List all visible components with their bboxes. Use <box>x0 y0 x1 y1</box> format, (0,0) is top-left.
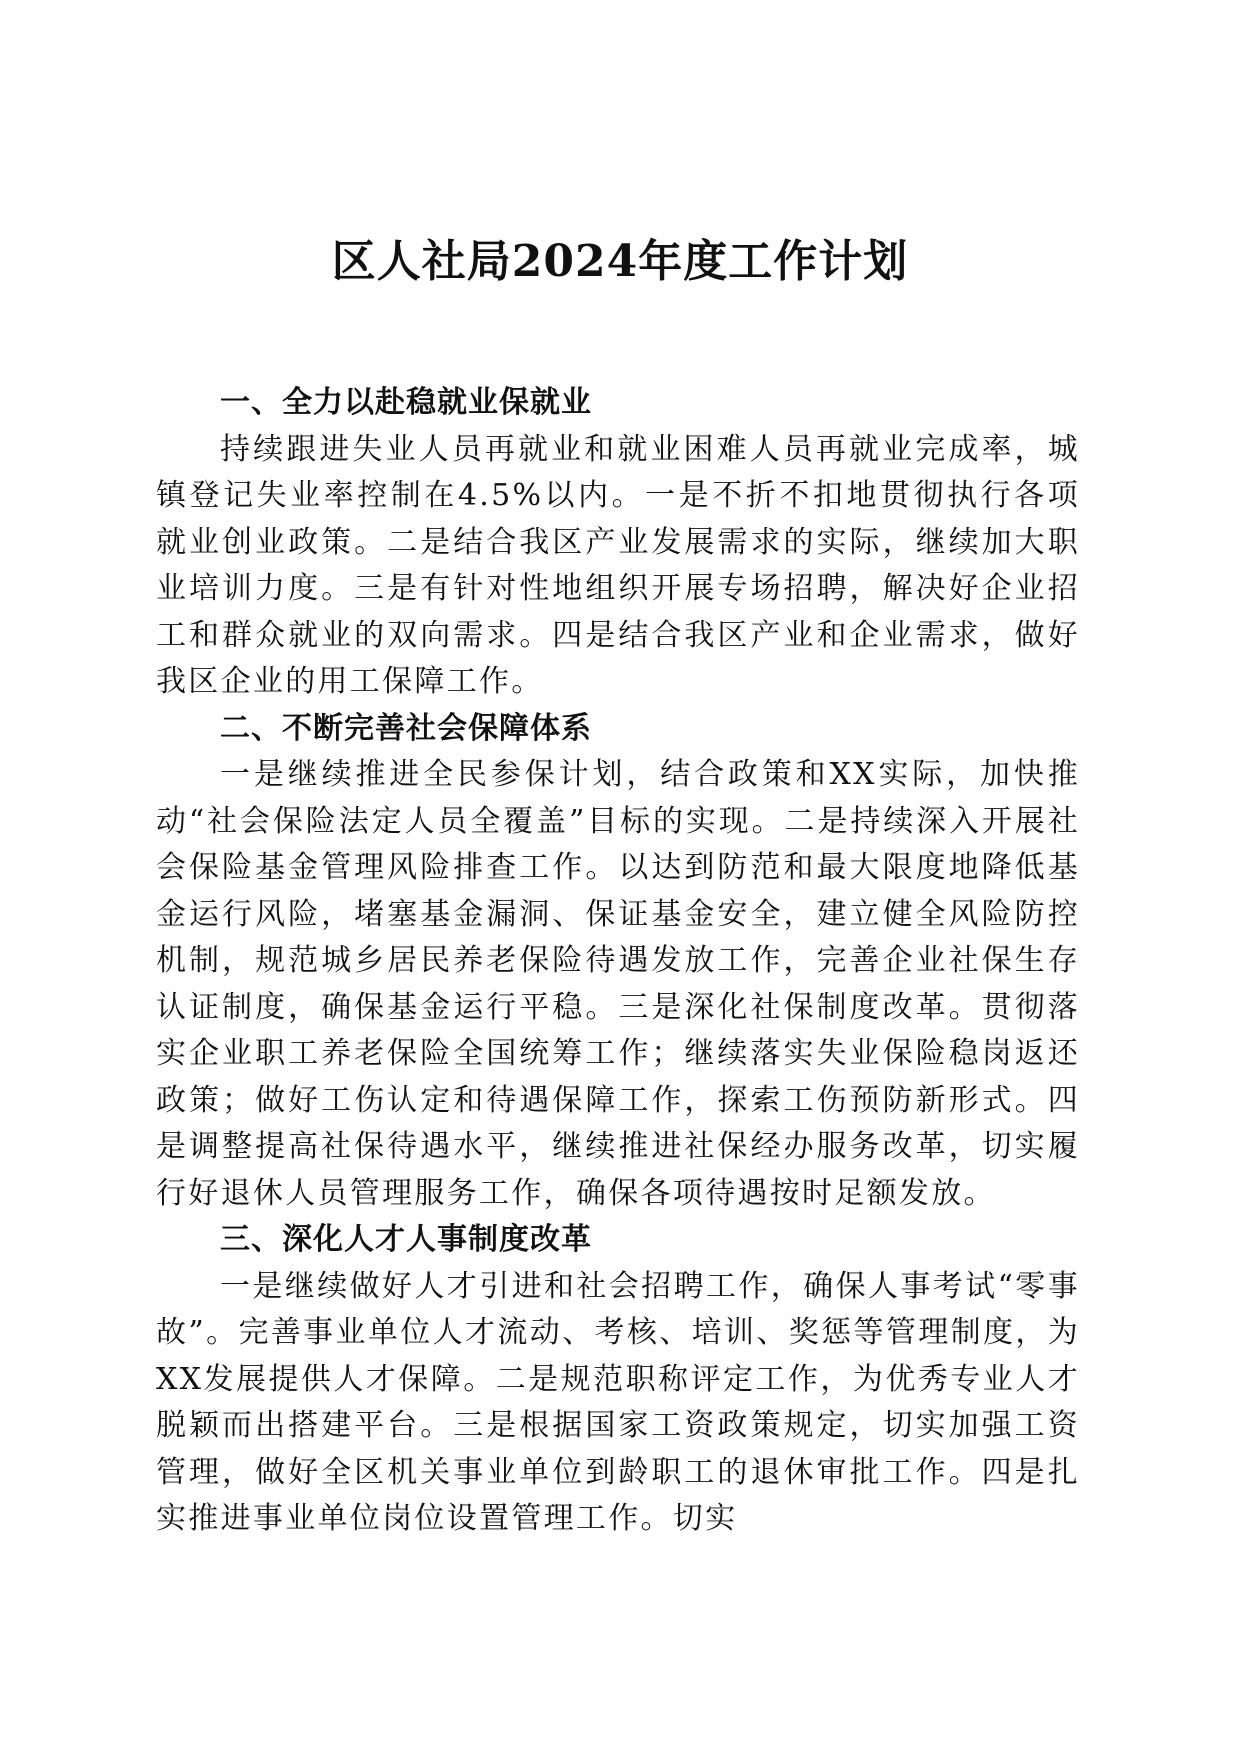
section-heading-3: 三、深化人才人事制度改革 <box>220 1222 592 1257</box>
section-paragraph-2: 一是继续推进全民参保计划，结合政策和XX实际，加快推动“社会保险法定人员全覆盖”目标的实现。二是持续深入开展社会保险基金管理风险排查工作。以达到防范和最大限度地降低基金运行风险，堵塞基金漏洞、保证基金安全，建立健全风险防控机制，规范城乡居民养老保险待遇发放工作，完善企业社保生存认证制度，确保基金运行平稳。三是深化社保制度改革。贯彻落实企业职工养老保险全国统筹工作；继续落实失业保险稳岗返还政策；做好工伤认定和待遇保障工作，探索工伤预防新形式。四是调整提高社保待遇水平，继续推进社保经办服务改革，切实履行好退休人员管理服务工作，确保各项待遇按时足额发放。 <box>156 757 1080 1211</box>
section-heading-1: 一、全力以赴稳就业保就业 <box>220 385 592 420</box>
document-title: 区人社局2024年度工作计划 <box>331 236 909 287</box>
section-paragraph-3: 一是继续做好人才引进和社会招聘工作，确保人事考试“零事故”。完善事业单位人才流动、考核、培训、奖惩等管理制度，为XX发展提供人才保障。二是规范职称评定工作，为优秀专业人才脱颖而出搭建平台。三是根据国家工资政策规定，切实加强工资管理，做好全区机关事业单位到龄职工的退休审批工作。四是扎实推进事业单位岗位设置管理工作。切实 <box>156 1268 1080 1536</box>
document-body <box>156 380 1080 1543</box>
section-heading-2: 二、不断完善社会保障体系 <box>220 710 592 746</box>
section-paragraph-1: 持续跟进失业人员再就业和就业困难人员再就业完成率，城镇登记失业率控制在4.5%以内。一是不折不扣地贯彻执行各项就业创业政策。二是结合我区产业发展需求的实际，继续加大职业培训力度。三是有针对性地组织开展专场招聘，解决好企业招工和群众就业的双向需求。四是结合我区产业和企业需求，做好我区企业的用工保障工作。 <box>156 431 1080 699</box>
